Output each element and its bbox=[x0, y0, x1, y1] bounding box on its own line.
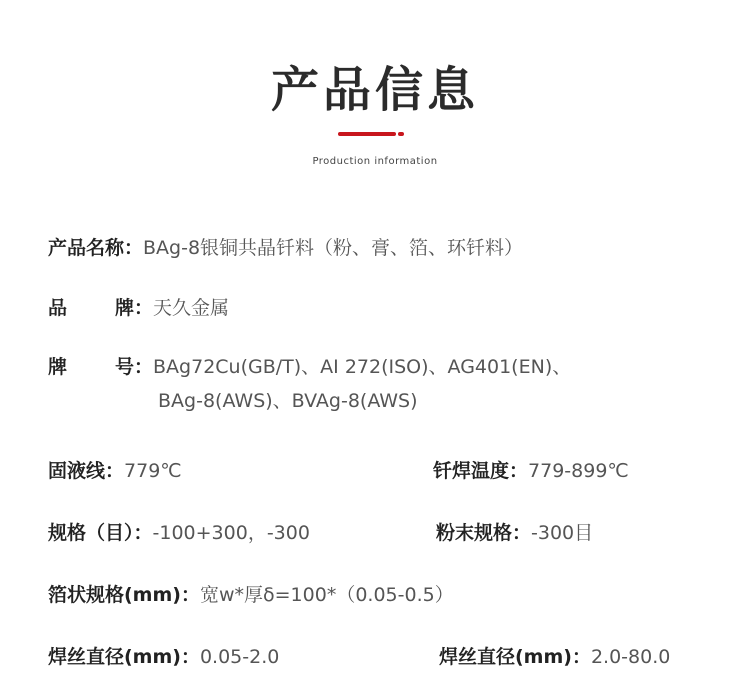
spec-label: 牌 bbox=[48, 356, 68, 378]
title-underline-dot bbox=[398, 132, 404, 136]
spec-row-foil bbox=[48, 578, 454, 612]
spec-row-wire-diameter bbox=[48, 640, 279, 674]
spec-label: 规格（目）： bbox=[48, 522, 153, 544]
title-underline bbox=[338, 132, 396, 136]
spec-value: 宽w*厚δ=100*（0.05-0.5） bbox=[199, 584, 454, 606]
spec-value: -300目 bbox=[531, 522, 594, 544]
spec-value: -100+300，-300 bbox=[152, 522, 310, 544]
spec-row-brazing-temp bbox=[433, 454, 629, 488]
spec-value: 天久金属 bbox=[153, 297, 230, 319]
spec-label: 钎焊温度： bbox=[433, 460, 529, 482]
spec-row-mesh bbox=[48, 516, 310, 550]
spec-value: BAg-8银铜共晶钎料（粉、膏、箔、环钎料） bbox=[143, 237, 524, 259]
spec-row-liquidus bbox=[48, 454, 182, 488]
spec-value: BAg72Cu(GB/T)、AI 272(ISO)、AG401(EN)、 bbox=[153, 356, 572, 378]
spec-row-brand bbox=[48, 291, 229, 325]
spec-value: 0.05-2.0 bbox=[199, 646, 280, 668]
page-subtitle: Production information bbox=[312, 156, 438, 167]
spec-label: 箔状规格(mm)： bbox=[48, 584, 200, 606]
spec-row-product-name bbox=[48, 231, 523, 265]
spec-label: 焊丝直径(mm)： bbox=[439, 646, 591, 668]
spec-label: 焊丝直径(mm)： bbox=[48, 646, 200, 668]
spec-value: BAg-8(AWS)、BVAg-8(AWS) bbox=[158, 390, 418, 412]
spec-value: 779℃ bbox=[124, 460, 182, 482]
spec-label: 固液线： bbox=[48, 460, 125, 482]
spec-row-powder bbox=[436, 516, 593, 550]
spec-row-grade bbox=[48, 350, 571, 384]
spec-label: 粉末规格： bbox=[436, 522, 532, 544]
spec-label: 号： bbox=[115, 356, 154, 378]
spec-value: 2.0-80.0 bbox=[590, 646, 671, 668]
spec-value: 779-899℃ bbox=[528, 460, 629, 482]
spec-label: 牌： bbox=[115, 297, 154, 319]
page-title: 产品信息 bbox=[270, 62, 479, 118]
spec-label: 产品名称： bbox=[48, 237, 144, 259]
spec-row-wire-diameter-2 bbox=[439, 640, 670, 674]
spec-row-grade-cont bbox=[158, 384, 418, 418]
spec-label: 品 bbox=[48, 297, 68, 319]
